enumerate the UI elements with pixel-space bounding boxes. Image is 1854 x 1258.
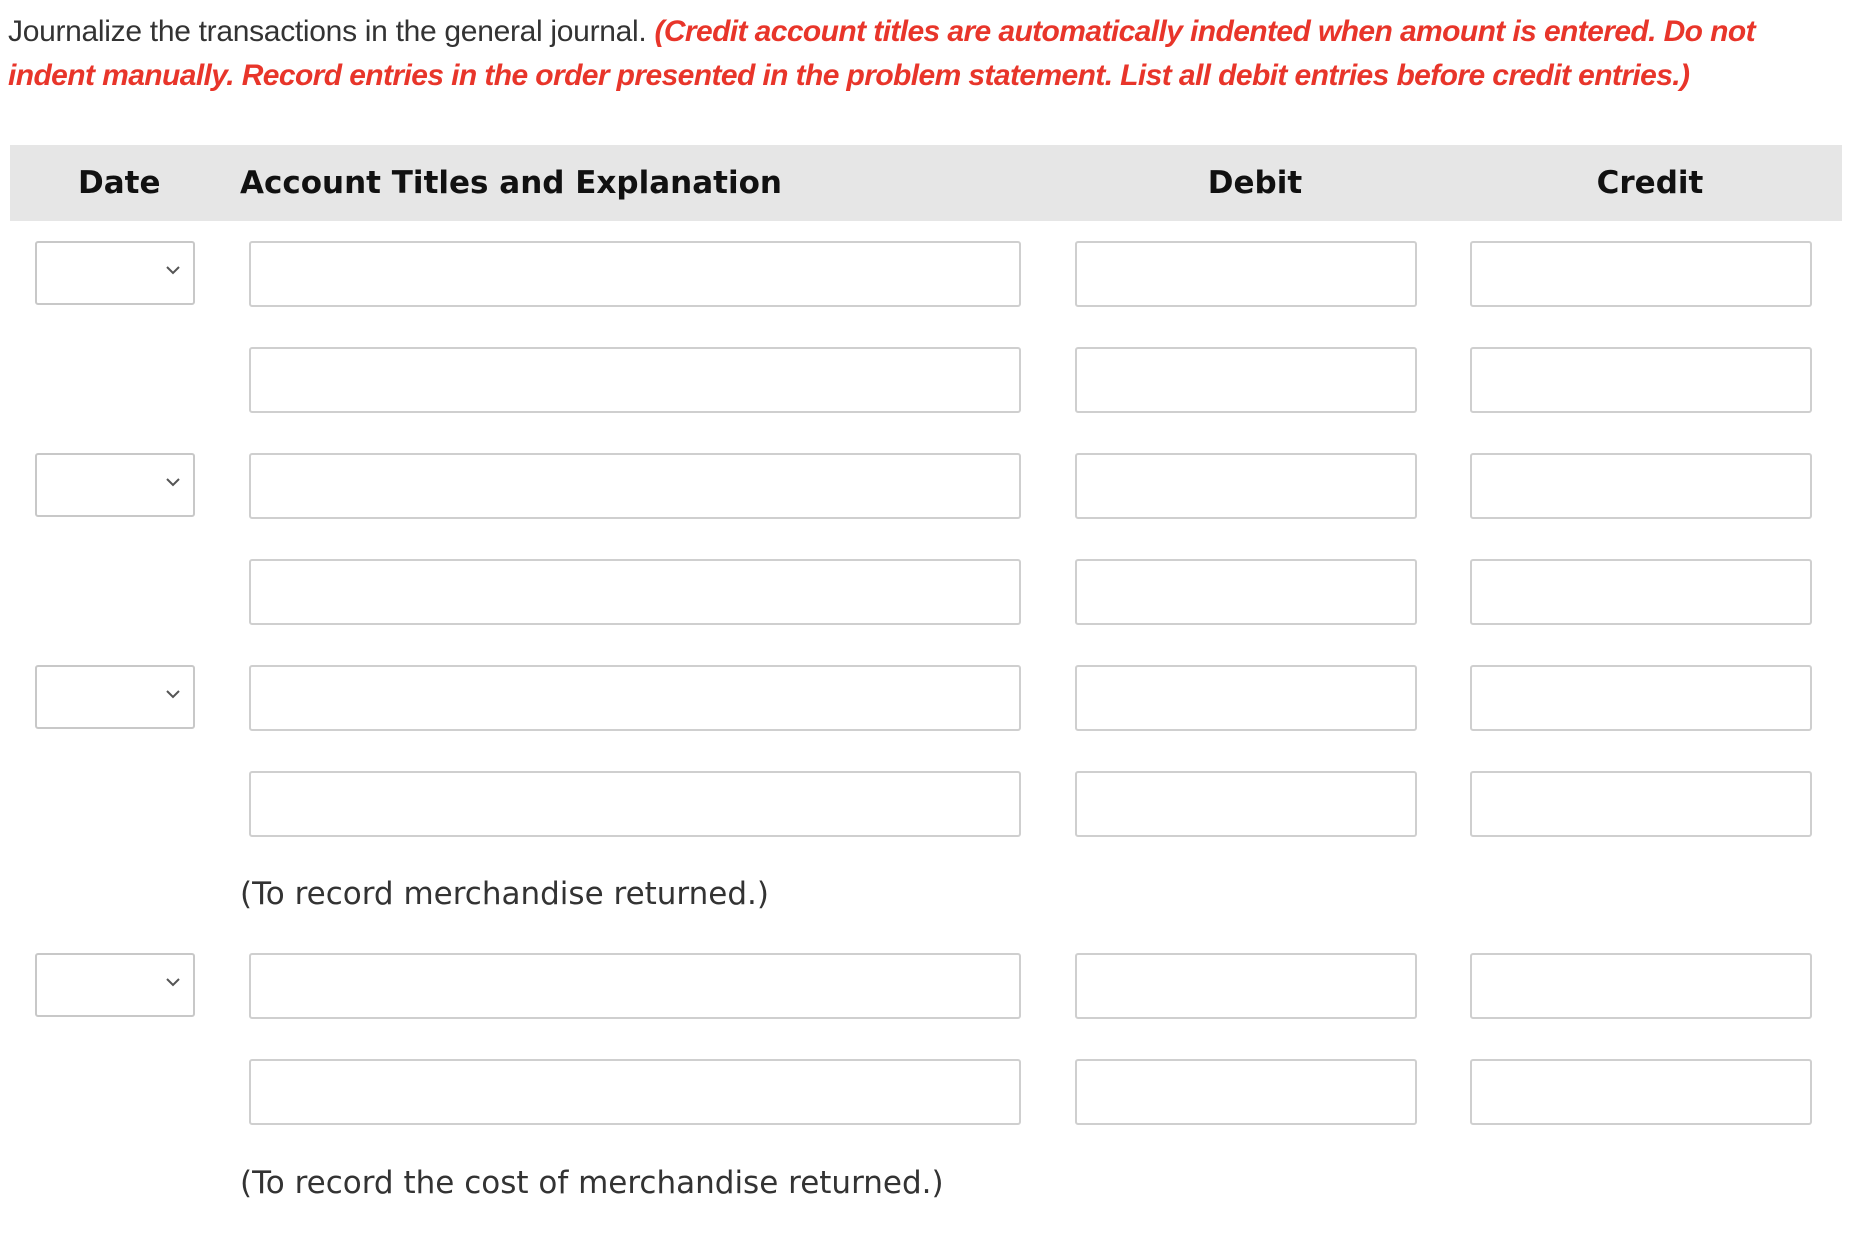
date-select[interactable]	[35, 953, 195, 1017]
chevron-down-icon	[165, 686, 181, 702]
journal-row	[0, 953, 1854, 1021]
journal-row	[0, 453, 1854, 521]
journal-row	[0, 665, 1854, 733]
header-debit: Debit	[1207, 165, 1303, 201]
journal-row	[0, 559, 1854, 627]
header-account-titles: Account Titles and Explanation	[240, 165, 782, 201]
credit-input[interactable]	[1470, 559, 1812, 625]
debit-input[interactable]	[1075, 347, 1417, 413]
debit-input[interactable]	[1075, 665, 1417, 731]
journal-table-header	[10, 145, 1842, 221]
instructions-note: (Credit account titles are automatically indented when amount is entered. Do not indent manually. Record entries in the order presented in the problem statement. List all debit entries before credit entries.)	[8, 15, 1755, 92]
credit-input[interactable]	[1470, 241, 1812, 307]
header-credit: Credit	[1596, 165, 1704, 201]
credit-input[interactable]	[1470, 1059, 1812, 1125]
journal-row	[0, 241, 1854, 309]
credit-input[interactable]	[1470, 453, 1812, 519]
journal-row	[0, 1059, 1854, 1127]
debit-input[interactable]	[1075, 1059, 1417, 1125]
credit-input[interactable]	[1470, 771, 1812, 837]
account-title-input[interactable]	[249, 1059, 1021, 1125]
account-title-input[interactable]	[249, 559, 1021, 625]
debit-input[interactable]	[1075, 241, 1417, 307]
debit-input[interactable]	[1075, 953, 1417, 1019]
debit-input[interactable]	[1075, 453, 1417, 519]
chevron-down-icon	[165, 474, 181, 490]
entry-explanation: (To record the cost of merchandise returned.)	[240, 1165, 944, 1201]
entry-explanation: (To record merchandise returned.)	[240, 876, 769, 912]
account-title-input[interactable]	[249, 347, 1021, 413]
date-select[interactable]	[35, 665, 195, 729]
journal-row	[0, 771, 1854, 839]
credit-input[interactable]	[1470, 347, 1812, 413]
date-select[interactable]	[35, 453, 195, 517]
date-select[interactable]	[35, 241, 195, 305]
chevron-down-icon	[165, 974, 181, 990]
account-title-input[interactable]	[249, 953, 1021, 1019]
account-title-input[interactable]	[249, 665, 1021, 731]
account-title-input[interactable]	[249, 241, 1021, 307]
debit-input[interactable]	[1075, 771, 1417, 837]
header-date: Date	[78, 165, 161, 201]
account-title-input[interactable]	[249, 771, 1021, 837]
instructions-text: Journalize the transactions in the general journal.	[8, 15, 655, 48]
chevron-down-icon	[165, 262, 181, 278]
credit-input[interactable]	[1470, 953, 1812, 1019]
account-title-input[interactable]	[249, 453, 1021, 519]
journal-row	[0, 347, 1854, 415]
credit-input[interactable]	[1470, 665, 1812, 731]
instructions	[8, 10, 1848, 98]
debit-input[interactable]	[1075, 559, 1417, 625]
